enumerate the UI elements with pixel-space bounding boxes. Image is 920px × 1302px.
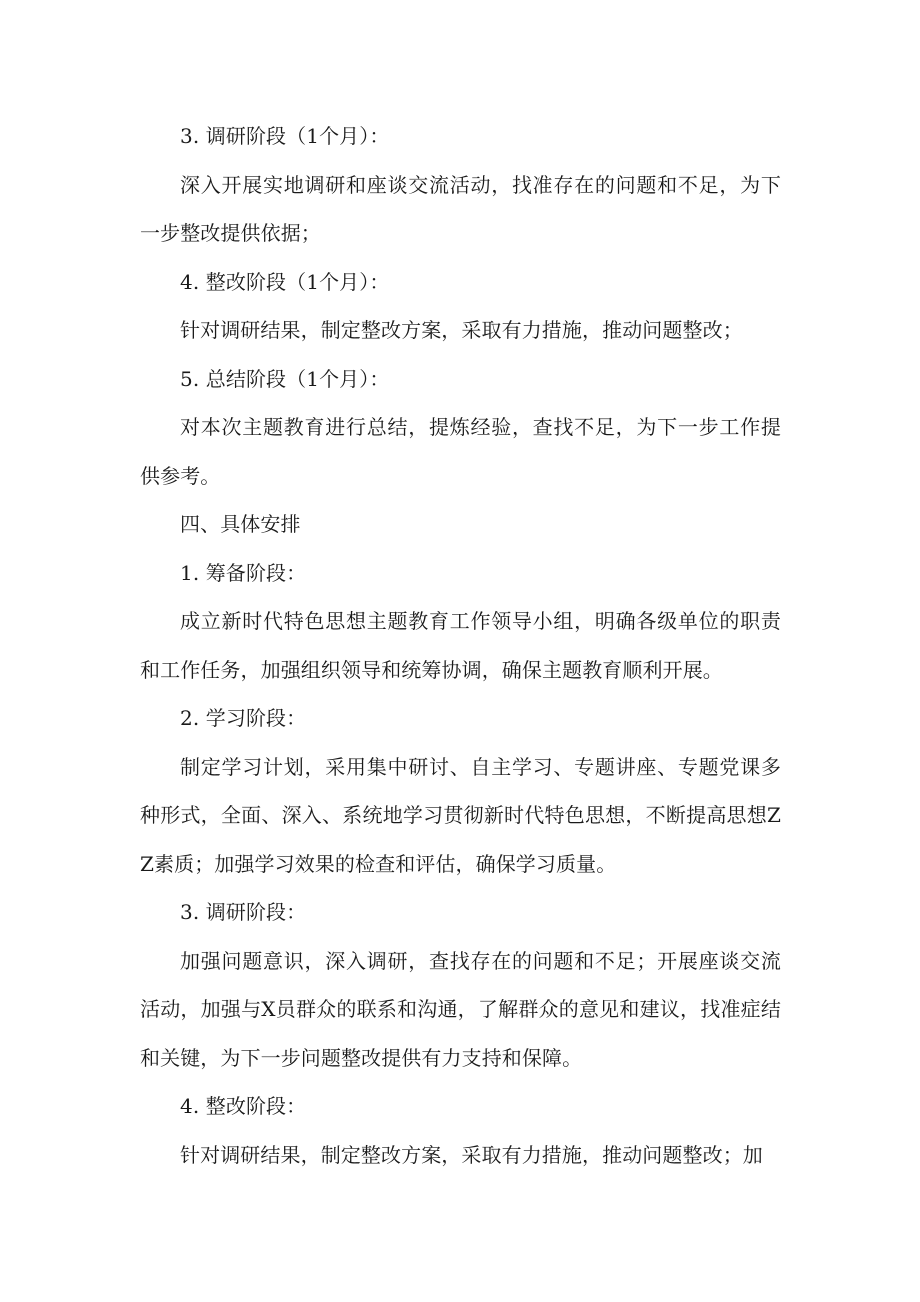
heading-learning-stage: 2. 学习阶段： [180, 706, 307, 730]
document-body [140, 112, 781, 1179]
paragraph-learning-stage: 制定学习计划，采用集中研讨、自主学习、专题讲座、专题党课多种形式，全面、深入、系统地学习贯彻新时代特色思想，不断提高思想ZZ素质；加强学习效果的检查和评估，确保学习质量。 [140, 754, 781, 876]
heading-rectification-stage-month: 4. 整改阶段（1个月）： [180, 269, 390, 294]
paragraph-summary-stage-month: 对本次主题教育进行总结，提炼经验，查找不足，为下一步工作提供参考。 [140, 415, 781, 488]
paragraph-research-stage-month: 深入开展实地调研和座谈交流活动，找准存在的问题和不足，为下一步整改提供依据； [140, 172, 781, 245]
paragraph-rectification-stage-month: 针对调研结果，制定整改方案，采取有力措施，推动问题整改； [180, 318, 743, 342]
heading-preparation-stage: 1. 筹备阶段： [180, 560, 307, 585]
heading-research-stage: 3. 调研阶段： [180, 900, 307, 924]
paragraph-preparation-stage: 成立新时代特色思想主题教育工作领导小组，明确各级单位的职责和工作任务，加强组织领导和统筹协调，确保主题教育顺利开展。 [140, 609, 781, 682]
heading-research-stage-month: 3. 调研阶段（1个月）： [180, 124, 390, 148]
heading-rectification-stage: 4. 整改阶段： [180, 1094, 307, 1118]
paragraph-rectification-stage: 针对调研结果，制定整改方案，采取有力措施，推动问题整改；加 [180, 1142, 763, 1167]
section-heading-specific-arrangements: 四、具体安排 [180, 512, 301, 536]
heading-summary-stage-month: 5. 总结阶段（1个月）： [180, 366, 390, 391]
paragraph-research-stage: 加强问题意识，深入调研，查找存在的问题和不足；开展座谈交流活动，加强与X员群众的联系和沟通，了解群众的意见和建议，找准症结和关键，为下一步问题整改提供有力支持和保障。 [140, 948, 781, 1070]
